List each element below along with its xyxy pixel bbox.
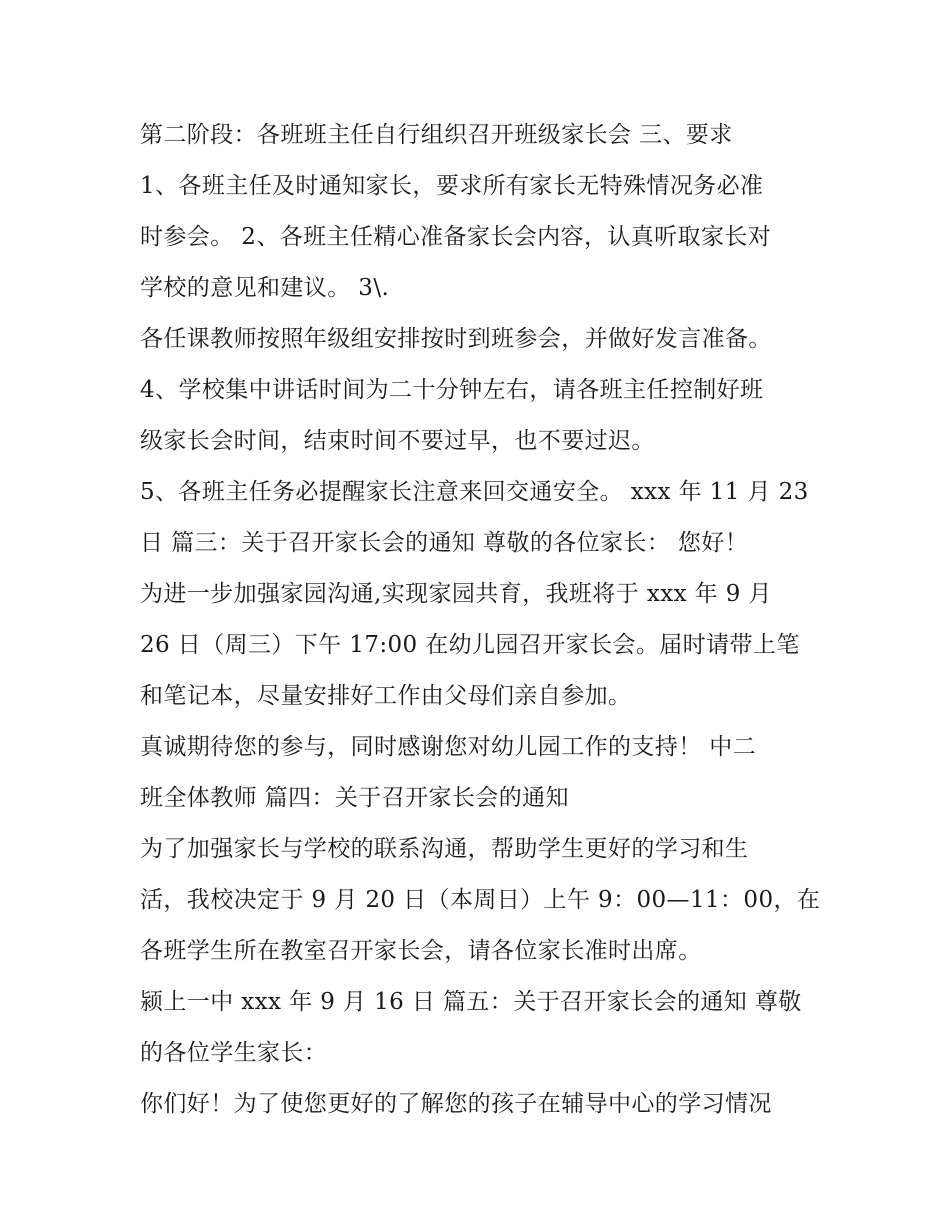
text-line: 活，我校决定于 9 月 20 日（本周日）上午 9：00—11：00，在 xyxy=(140,887,821,913)
text-line: 第二阶段：各班班主任自行组织召开班级家长会 三、要求 xyxy=(140,122,733,148)
text-line: 26 日（周三）下午 17:00 在幼儿园召开家长会。届时请带上笔 xyxy=(140,632,800,658)
text-line: 时参会。 2、各班主任精心准备家长会内容，认真听取家长对 xyxy=(140,224,772,250)
text-line: 你们好！为了使您更好的了解您的孩子在辅导中心的学习情况 xyxy=(140,1091,772,1117)
text-line: 1、各班主任及时通知家长，要求所有家长无特殊情况务必准 xyxy=(140,173,764,199)
document-body xyxy=(140,110,830,1130)
text-line: 的各位学生家长： xyxy=(140,1040,328,1066)
text-line: 各班学生所在教室召开家长会，请各位家长准时出席。 xyxy=(140,938,702,964)
text-line: 学校的意见和建议。 3\. xyxy=(140,275,390,301)
text-line: 5、各班主任务必提醒家长注意来回交通安全。 xxx 年 11 月 23 xyxy=(140,479,809,505)
text-line: 各任课教师按照年级组安排按时到班参会，并做好发言准备。 xyxy=(140,326,772,352)
text-line: 真诚期待您的参与，同时感谢您对幼儿园工作的支持！ 中二 xyxy=(140,734,757,760)
text-line: 日 篇三：关于召开家长会的通知 尊敬的各位家长： 您好！ xyxy=(140,530,749,556)
text-line: 班全体教师 篇四：关于召开家长会的通知 xyxy=(140,785,569,811)
text-line: 为进一步加强家园沟通,实现家园共育，我班将于 xxx 年 9 月 xyxy=(140,581,772,607)
text-line: 级家长会时间，结束时间不要过早，也不要过迟。 xyxy=(140,428,655,454)
text-line: 颍上一中 xxx 年 9 月 16 日 篇五：关于召开家长会的通知 尊敬 xyxy=(140,989,802,1015)
text-line: 为了加强家长与学校的联系沟通，帮助学生更好的学习和生 xyxy=(140,836,749,862)
text-line: 和笔记本，尽量安排好工作由父母们亲自参加。 xyxy=(140,683,632,709)
text-line: 4、学校集中讲话时间为二十分钟左右，请各班主任控制好班 xyxy=(140,377,764,403)
